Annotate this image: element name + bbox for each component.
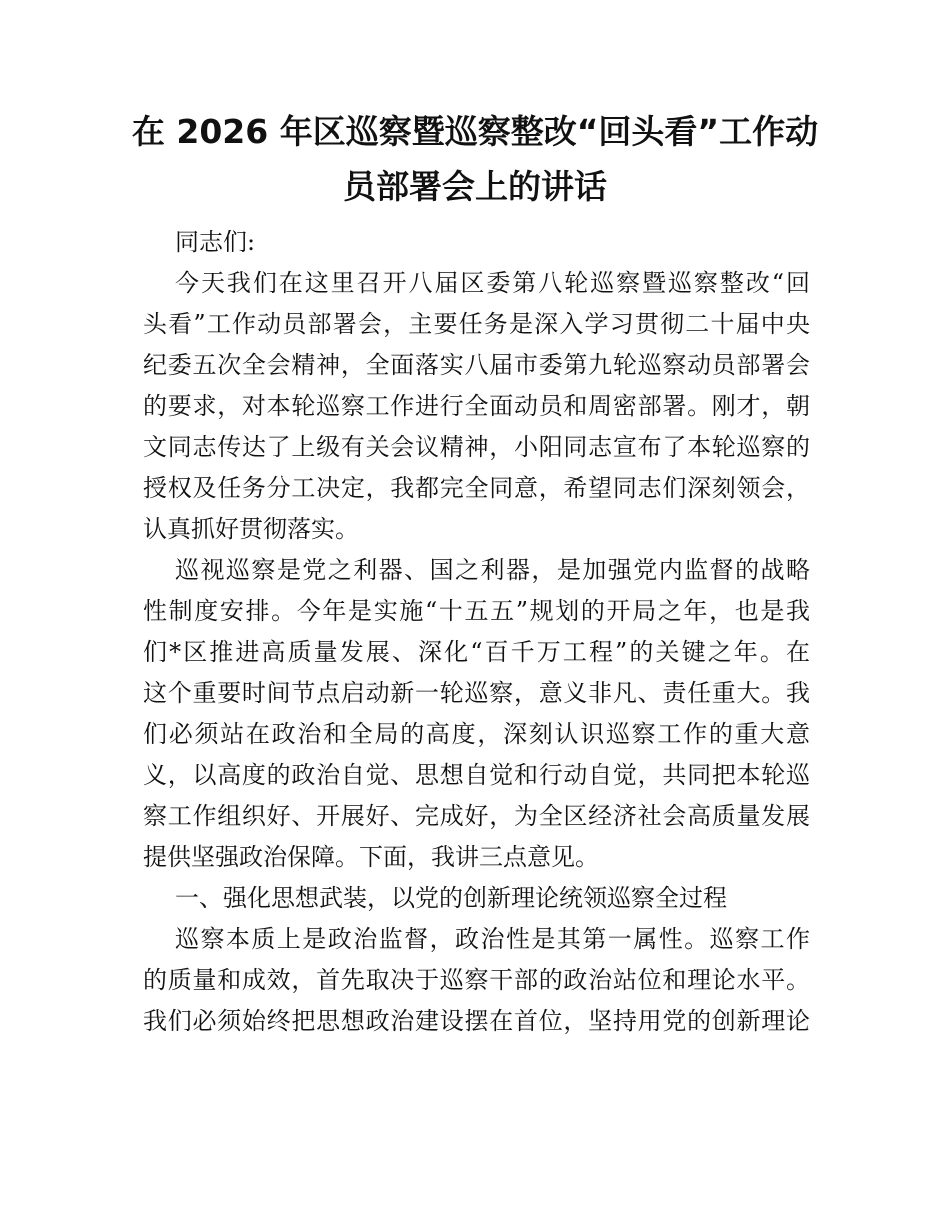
paragraph-line: 们*区推进高质量发展、深化“百千万工程”的关键之年。在 (143, 638, 810, 666)
paragraph-line: 今天我们在这里召开八届区委第八轮巡察暨巡察整改“回 (175, 269, 810, 297)
paragraph-line: 们必须站在政治和全局的高度，深刻认识巡察工作的重大意 (143, 720, 810, 748)
paragraph-line: 文同志传达了上级有关会议精神，小阳同志宣布了本轮巡察的 (143, 433, 810, 461)
paragraph-line: 的要求，对本轮巡察工作进行全面动员和周密部署。刚才，朝 (143, 392, 810, 420)
paragraph-line: 纪委五次全会精神，全面落实八届市委第九轮巡察动员部署会 (143, 351, 810, 379)
paragraph-line: 这个重要时间节点启动新一轮巡察，意义非凡、责任重大。我 (143, 679, 810, 707)
paragraph-line: 授权及任务分工决定，我都完全同意，希望同志们深刻领会， (143, 474, 810, 502)
document-title-line-1: 在 2026 年区巡察暨巡察整改“回头看”工作动 (131, 112, 819, 151)
document-body (143, 222, 810, 1042)
paragraph-line: 的质量和成效，首先取决于巡察干部的政治站位和理论水平。 (143, 966, 810, 994)
paragraph-line: 性制度安排。今年是实施“十五五”规划的开局之年，也是我 (143, 597, 810, 625)
paragraph-line: 认真抓好贯彻落实。 (143, 515, 359, 543)
paragraph-line: 察工作组织好、开展好、完成好，为全区经济社会高质量发展 (143, 802, 810, 830)
paragraph-line: 我们必须始终把思想政治建设摆在首位，坚持用党的创新理论 (143, 1007, 810, 1035)
salutation: 同志们: (175, 228, 256, 256)
paragraph-line: 巡视巡察是党之利器、国之利器，是加强党内监督的战略 (175, 556, 810, 584)
paragraph-line: 巡察本质上是政治监督，政治性是其第一属性。巡察工作 (175, 925, 810, 953)
paragraph-line: 提供坚强政治保障。下面，我讲三点意见。 (143, 843, 599, 871)
document-title-line-2: 员部署会上的讲话 (343, 167, 607, 206)
paragraph-line: 头看”工作动员部署会，主要任务是深入学习贯彻二十届中央 (143, 310, 810, 338)
section-heading: 一、强化思想武装，以党的创新理论统领巡察全过程 (175, 884, 727, 912)
paragraph-line: 义，以高度的政治自觉、思想自觉和行动自觉，共同把本轮巡 (143, 761, 810, 789)
